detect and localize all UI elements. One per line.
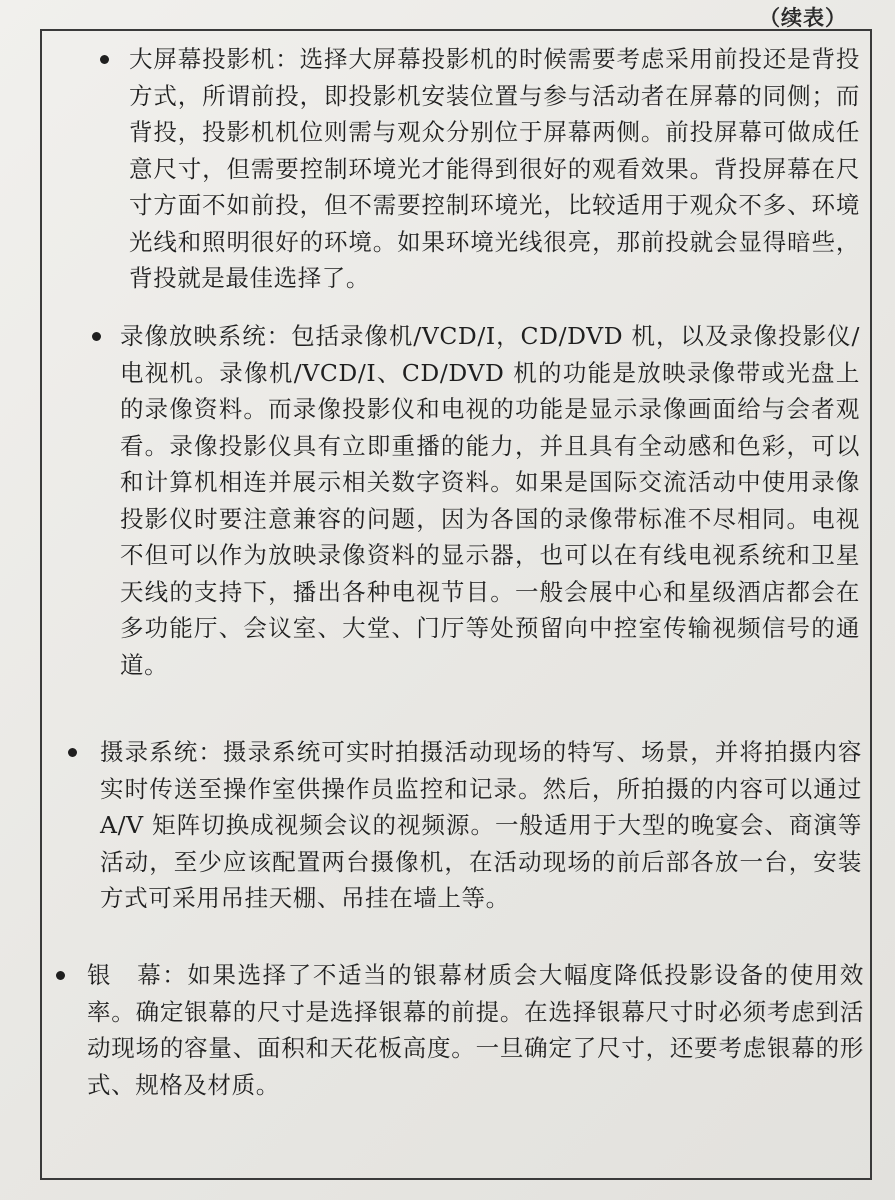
- list-item-text: [87, 957, 864, 1103]
- bullet-icon: [100, 55, 109, 64]
- bullet-icon: [92, 332, 101, 341]
- item-body: 摄录系统可实时拍摄活动现场的特写、场景，并将拍摄内容实时传送至操作室供操作员监控和记录。然后，所拍摄的内容可以通过 A/V 矩阵切换成视频会议的视频源。一般适用于大型的晚宴会、商演等活动，至少应该配置两台摄像机，在活动现场的前后部各放一台，安装方式可采用吊挂天棚、吊挂在墙上等。: [100, 738, 862, 912]
- item-term: 录像放映系统：: [120, 322, 292, 350]
- item-term: 摄录系统：: [100, 738, 223, 766]
- item-body: 选择大屏幕投影机的时候需要考虑采用前投还是背投方式，所谓前投，即投影机安装位置与参与活动者在屏幕的同侧；而背投，投影机机位则需与观众分别位于屏幕两侧。前投屏幕可做成任意尺寸，但需要控制环境光才能得到很好的观看效果。背投屏幕在尺寸方面不如前投，但不需要控制环境光，比较适用于观众不多、环境光线和照明很好的环境。如果环境光线很亮，那前投就会显得暗些，背投就是最佳选择了。: [129, 45, 860, 292]
- list-item-screen: [56, 957, 864, 1103]
- bullet-icon: [56, 971, 65, 980]
- list-item-projector: [100, 41, 860, 297]
- list-item-recording-system: [68, 734, 862, 917]
- table-cell-frame: [40, 29, 872, 1180]
- list-item-text: [120, 318, 860, 683]
- continued-table-label: （续表）: [759, 6, 847, 30]
- list-item-text: [129, 41, 860, 297]
- item-body: 包括录像机/VCD/I，CD/DVD 机，以及录像投影仪/电视机。录像机/VCD/I、CD/DVD 机的功能是放映录像带或光盘上的录像资料。而录像投影仪和电视的功能是显示录像画面给与会者观看。录像投影仪具有立即重播的能力，并且具有全动感和色彩，可以和计算机相连并展示相关数字资料。如果是国际交流活动中使用录像投影仪时要注意兼容的问题，因为各国的录像带标准不尽相同。电视不但可以作为放映录像资料的显示器，也可以在有线电视系统和卫星天线的支持下，播出各种电视节目。一般会展中心和星级酒店都会在多功能厅、会议室、大堂、门厅等处预留向中控室传输视频信号的通道。: [120, 322, 860, 679]
- list-item-text: [100, 734, 862, 917]
- list-item-video-playback: [92, 318, 860, 683]
- item-body: 如果选择了不适当的银幕材质会大幅度降低投影设备的使用效率。确定银幕的尺寸是选择银幕的前提。在选择银幕尺寸时必须考虑到活动现场的容量、面积和天花板高度。一旦确定了尺寸，还要考虑银幕的形式、规格及材质。: [87, 961, 864, 1099]
- item-term: 大屏幕投影机：: [129, 45, 300, 73]
- bullet-list: [42, 31, 870, 1178]
- bullet-icon: [68, 748, 77, 757]
- item-term: 银 幕：: [87, 961, 188, 989]
